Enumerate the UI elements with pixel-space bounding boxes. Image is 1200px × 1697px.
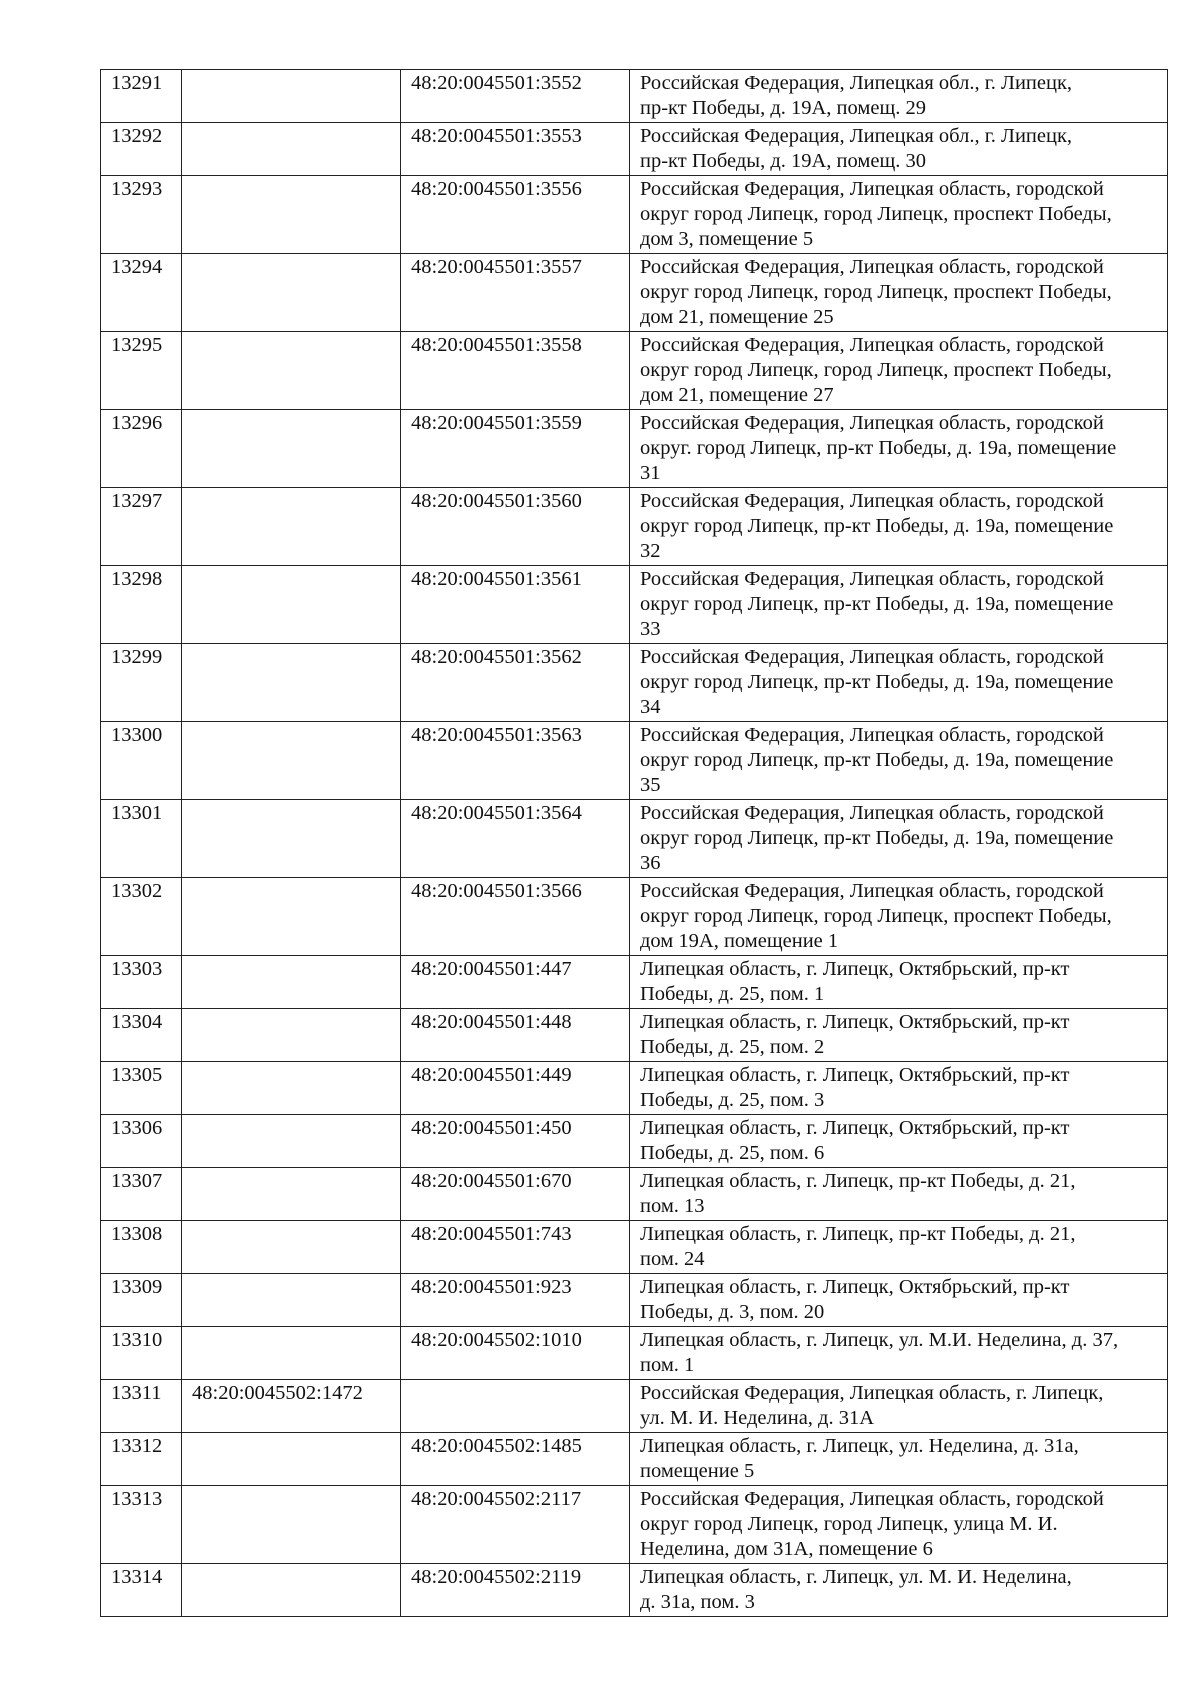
address-line: Российская Федерация, Липецкая область, городской: [640, 1488, 1104, 1510]
table-row: [101, 722, 1168, 800]
address-line: Победы, д. 25, пом. 2: [640, 1036, 825, 1058]
row-number-cell: 13295: [101, 332, 182, 410]
building-cadastral-number-cell: [182, 1168, 401, 1221]
property-table-body: [101, 70, 1168, 1617]
address-line: Неделина, дом 31А, помещение 6: [640, 1538, 933, 1560]
address-line: 32: [640, 540, 661, 562]
address-line: пом. 24: [640, 1248, 705, 1270]
address-line: дом 3, помещение 5: [640, 228, 814, 250]
room-cadastral-number-cell: 48:20:0045501:743: [401, 1221, 630, 1274]
building-cadastral-number-cell: [182, 1327, 401, 1380]
row-number-cell: 13293: [101, 176, 182, 254]
row-number-cell: 13311: [101, 1380, 182, 1433]
address-line: Победы, д. 25, пом. 3: [640, 1089, 825, 1111]
table-row: [101, 488, 1168, 566]
address-line: Российская Федерация, Липецкая область, городской: [640, 568, 1104, 590]
address-line: Российская Федерация, Липецкая область, городской: [640, 880, 1104, 902]
address-line: Липецкая область, г. Липецк, Октябрьский, пр-кт: [640, 1276, 1070, 1298]
address-line: Липецкая область, г. Липецк, Октябрьский, пр-кт: [640, 1117, 1070, 1139]
address-cell: [630, 722, 1168, 800]
room-cadastral-number-cell: 48:20:0045501:3566: [401, 878, 630, 956]
room-cadastral-number-cell: 48:20:0045501:447: [401, 956, 630, 1009]
address-line: помещение 5: [640, 1460, 755, 1482]
row-number-cell: 13313: [101, 1486, 182, 1564]
row-number-cell: 13310: [101, 1327, 182, 1380]
address-cell: [630, 1564, 1168, 1617]
row-number-cell: 13301: [101, 800, 182, 878]
room-cadastral-number-cell: 48:20:0045501:450: [401, 1115, 630, 1168]
room-cadastral-number-cell: 48:20:0045501:3562: [401, 644, 630, 722]
room-cadastral-number-cell: 48:20:0045501:3561: [401, 566, 630, 644]
table-row: [101, 332, 1168, 410]
address-line: дом 21, помещение 27: [640, 384, 834, 406]
address-cell: [630, 1486, 1168, 1564]
row-number-cell: 13299: [101, 644, 182, 722]
address-cell: [630, 332, 1168, 410]
building-cadastral-number-cell: [182, 1062, 401, 1115]
row-number-cell: 13309: [101, 1274, 182, 1327]
address-line: Липецкая область, г. Липецк, Октябрьский, пр-кт: [640, 1011, 1070, 1033]
table-row: [101, 1115, 1168, 1168]
room-cadastral-number-cell: 48:20:0045501:3557: [401, 254, 630, 332]
table-row: [101, 1327, 1168, 1380]
address-line: 31: [640, 462, 661, 484]
table-row: [101, 800, 1168, 878]
table-row: [101, 1380, 1168, 1433]
building-cadastral-number-cell: [182, 123, 401, 176]
address-line: округ город Липецк, город Липецк, проспект Победы,: [640, 203, 1112, 225]
address-cell: [630, 800, 1168, 878]
building-cadastral-number-cell: [182, 70, 401, 123]
building-cadastral-number-cell: [182, 1009, 401, 1062]
address-line: Российская Федерация, Липецкая область, городской: [640, 334, 1104, 356]
address-line: 33: [640, 618, 661, 640]
building-cadastral-number-cell: [182, 1274, 401, 1327]
address-line: пр-кт Победы, д. 19А, помещ. 29: [640, 97, 926, 119]
address-line: округ город Липецк, пр-кт Победы, д. 19а, помещение: [640, 515, 1114, 537]
table-row: [101, 566, 1168, 644]
room-cadastral-number-cell: 48:20:0045501:3559: [401, 410, 630, 488]
room-cadastral-number-cell: 48:20:0045502:1485: [401, 1433, 630, 1486]
table-row: [101, 123, 1168, 176]
address-line: Российская Федерация, Липецкая обл., г. Липецк,: [640, 72, 1073, 94]
address-line: Победы, д. 25, пом. 6: [640, 1142, 825, 1164]
address-line: округ. город Липецк, пр-кт Победы, д. 19а, помещение: [640, 437, 1117, 459]
row-number-cell: 13314: [101, 1564, 182, 1617]
address-line: округ город Липецк, пр-кт Победы, д. 19а, помещение: [640, 749, 1114, 771]
table-row: [101, 410, 1168, 488]
address-cell: [630, 1433, 1168, 1486]
row-number-cell: 13291: [101, 70, 182, 123]
building-cadastral-number-cell: [182, 644, 401, 722]
address-line: Российская Федерация, Липецкая область, городской: [640, 724, 1104, 746]
building-cadastral-number-cell: [182, 1433, 401, 1486]
row-number-cell: 13312: [101, 1433, 182, 1486]
row-number-cell: 13297: [101, 488, 182, 566]
building-cadastral-number-cell: [182, 332, 401, 410]
room-cadastral-number-cell: 48:20:0045502:2117: [401, 1486, 630, 1564]
room-cadastral-number-cell: 48:20:0045501:3558: [401, 332, 630, 410]
address-line: Липецкая область, г. Липецк, Октябрьский, пр-кт: [640, 958, 1070, 980]
address-line: округ город Липецк, город Липецк, улица М. И.: [640, 1513, 1058, 1535]
address-cell: [630, 1009, 1168, 1062]
address-cell: [630, 1168, 1168, 1221]
table-row: [101, 1433, 1168, 1486]
address-line: Российская Федерация, Липецкая область, городской: [640, 646, 1104, 668]
address-cell: [630, 1380, 1168, 1433]
address-line: Российская Федерация, Липецкая область, городской: [640, 412, 1104, 434]
address-line: 36: [640, 852, 661, 874]
address-line: 35: [640, 774, 661, 796]
table-row: [101, 1009, 1168, 1062]
room-cadastral-number-cell: 48:20:0045502:2119: [401, 1564, 630, 1617]
address-line: Российская Федерация, Липецкая область, городской: [640, 802, 1104, 824]
building-cadastral-number-cell: [182, 1564, 401, 1617]
address-line: Липецкая область, г. Липецк, пр-кт Победы, д. 21,: [640, 1223, 1076, 1245]
address-line: пр-кт Победы, д. 19А, помещ. 30: [640, 150, 926, 172]
building-cadastral-number-cell: [182, 1486, 401, 1564]
table-row: [101, 1168, 1168, 1221]
address-cell: [630, 254, 1168, 332]
address-line: округ город Липецк, город Липецк, проспект Победы,: [640, 281, 1112, 303]
address-line: округ город Липецк, пр-кт Победы, д. 19а, помещение: [640, 671, 1114, 693]
row-number-cell: 13292: [101, 123, 182, 176]
room-cadastral-number-cell: 48:20:0045501:923: [401, 1274, 630, 1327]
room-cadastral-number-cell: 48:20:0045501:3556: [401, 176, 630, 254]
table-row: [101, 1274, 1168, 1327]
address-line: дом 21, помещение 25: [640, 306, 834, 328]
address-line: Липецкая область, г. Липецк, ул. Неделина, д. 31а,: [640, 1435, 1079, 1457]
row-number-cell: 13300: [101, 722, 182, 800]
property-table: [100, 69, 1168, 1617]
table-row: [101, 1564, 1168, 1617]
address-line: округ город Липецк, город Липецк, проспект Победы,: [640, 359, 1112, 381]
table-row: [101, 1486, 1168, 1564]
address-cell: [630, 644, 1168, 722]
address-line: Российская Федерация, Липецкая обл., г. Липецк,: [640, 125, 1073, 147]
room-cadastral-number-cell: 48:20:0045501:448: [401, 1009, 630, 1062]
room-cadastral-number-cell: [401, 1380, 630, 1433]
address-line: Липецкая область, г. Липецк, пр-кт Победы, д. 21,: [640, 1170, 1076, 1192]
address-line: округ город Липецк, пр-кт Победы, д. 19а, помещение: [640, 827, 1114, 849]
address-cell: [630, 1274, 1168, 1327]
address-cell: [630, 956, 1168, 1009]
table-row: [101, 1062, 1168, 1115]
address-line: Липецкая область, г. Липецк, Октябрьский, пр-кт: [640, 1064, 1070, 1086]
building-cadastral-number-cell: [182, 410, 401, 488]
table-row: [101, 176, 1168, 254]
room-cadastral-number-cell: 48:20:0045501:670: [401, 1168, 630, 1221]
address-line: Липецкая область, г. Липецк, ул. М.И. Неделина, д. 37,: [640, 1329, 1119, 1351]
row-number-cell: 13304: [101, 1009, 182, 1062]
address-cell: [630, 1062, 1168, 1115]
room-cadastral-number-cell: 48:20:0045502:1010: [401, 1327, 630, 1380]
address-line: пом. 13: [640, 1195, 705, 1217]
address-cell: [630, 1221, 1168, 1274]
row-number-cell: 13308: [101, 1221, 182, 1274]
building-cadastral-number-cell: 48:20:0045502:1472: [182, 1380, 401, 1433]
address-line: дом 19А, помещение 1: [640, 930, 839, 952]
building-cadastral-number-cell: [182, 1115, 401, 1168]
address-cell: [630, 878, 1168, 956]
address-cell: [630, 1327, 1168, 1380]
row-number-cell: 13294: [101, 254, 182, 332]
building-cadastral-number-cell: [182, 722, 401, 800]
row-number-cell: 13307: [101, 1168, 182, 1221]
address-line: Российская Федерация, Липецкая область, городской: [640, 178, 1104, 200]
row-number-cell: 13305: [101, 1062, 182, 1115]
address-line: Победы, д. 3, пом. 20: [640, 1301, 825, 1323]
row-number-cell: 13302: [101, 878, 182, 956]
row-number-cell: 13296: [101, 410, 182, 488]
room-cadastral-number-cell: 48:20:0045501:3560: [401, 488, 630, 566]
room-cadastral-number-cell: 48:20:0045501:3564: [401, 800, 630, 878]
address-cell: [630, 566, 1168, 644]
address-cell: [630, 488, 1168, 566]
building-cadastral-number-cell: [182, 956, 401, 1009]
address-cell: [630, 1115, 1168, 1168]
table-row: [101, 254, 1168, 332]
row-number-cell: 13298: [101, 566, 182, 644]
row-number-cell: 13303: [101, 956, 182, 1009]
building-cadastral-number-cell: [182, 1221, 401, 1274]
address-line: Российская Федерация, Липецкая область, г. Липецк,: [640, 1382, 1104, 1404]
table-row: [101, 956, 1168, 1009]
address-cell: [630, 410, 1168, 488]
table-row: [101, 1221, 1168, 1274]
address-cell: [630, 176, 1168, 254]
building-cadastral-number-cell: [182, 566, 401, 644]
building-cadastral-number-cell: [182, 488, 401, 566]
address-line: Липецкая область, г. Липецк, ул. М. И. Неделина,: [640, 1566, 1072, 1588]
address-cell: [630, 123, 1168, 176]
address-line: Российская Федерация, Липецкая область, городской: [640, 256, 1104, 278]
address-line: округ город Липецк, пр-кт Победы, д. 19а, помещение: [640, 593, 1114, 615]
table-row: [101, 878, 1168, 956]
address-line: пом. 1: [640, 1354, 695, 1376]
table-row: [101, 70, 1168, 123]
table-row: [101, 644, 1168, 722]
room-cadastral-number-cell: 48:20:0045501:449: [401, 1062, 630, 1115]
building-cadastral-number-cell: [182, 800, 401, 878]
room-cadastral-number-cell: 48:20:0045501:3552: [401, 70, 630, 123]
building-cadastral-number-cell: [182, 254, 401, 332]
address-line: Победы, д. 25, пом. 1: [640, 983, 825, 1005]
room-cadastral-number-cell: 48:20:0045501:3553: [401, 123, 630, 176]
address-line: д. 31а, пом. 3: [640, 1591, 755, 1613]
room-cadastral-number-cell: 48:20:0045501:3563: [401, 722, 630, 800]
building-cadastral-number-cell: [182, 878, 401, 956]
address-line: Российская Федерация, Липецкая область, городской: [640, 490, 1104, 512]
building-cadastral-number-cell: [182, 176, 401, 254]
address-line: округ город Липецк, город Липецк, проспект Победы,: [640, 905, 1112, 927]
address-line: 34: [640, 696, 661, 718]
address-line: ул. М. И. Неделина, д. 31А: [640, 1407, 875, 1429]
address-cell: [630, 70, 1168, 123]
row-number-cell: 13306: [101, 1115, 182, 1168]
